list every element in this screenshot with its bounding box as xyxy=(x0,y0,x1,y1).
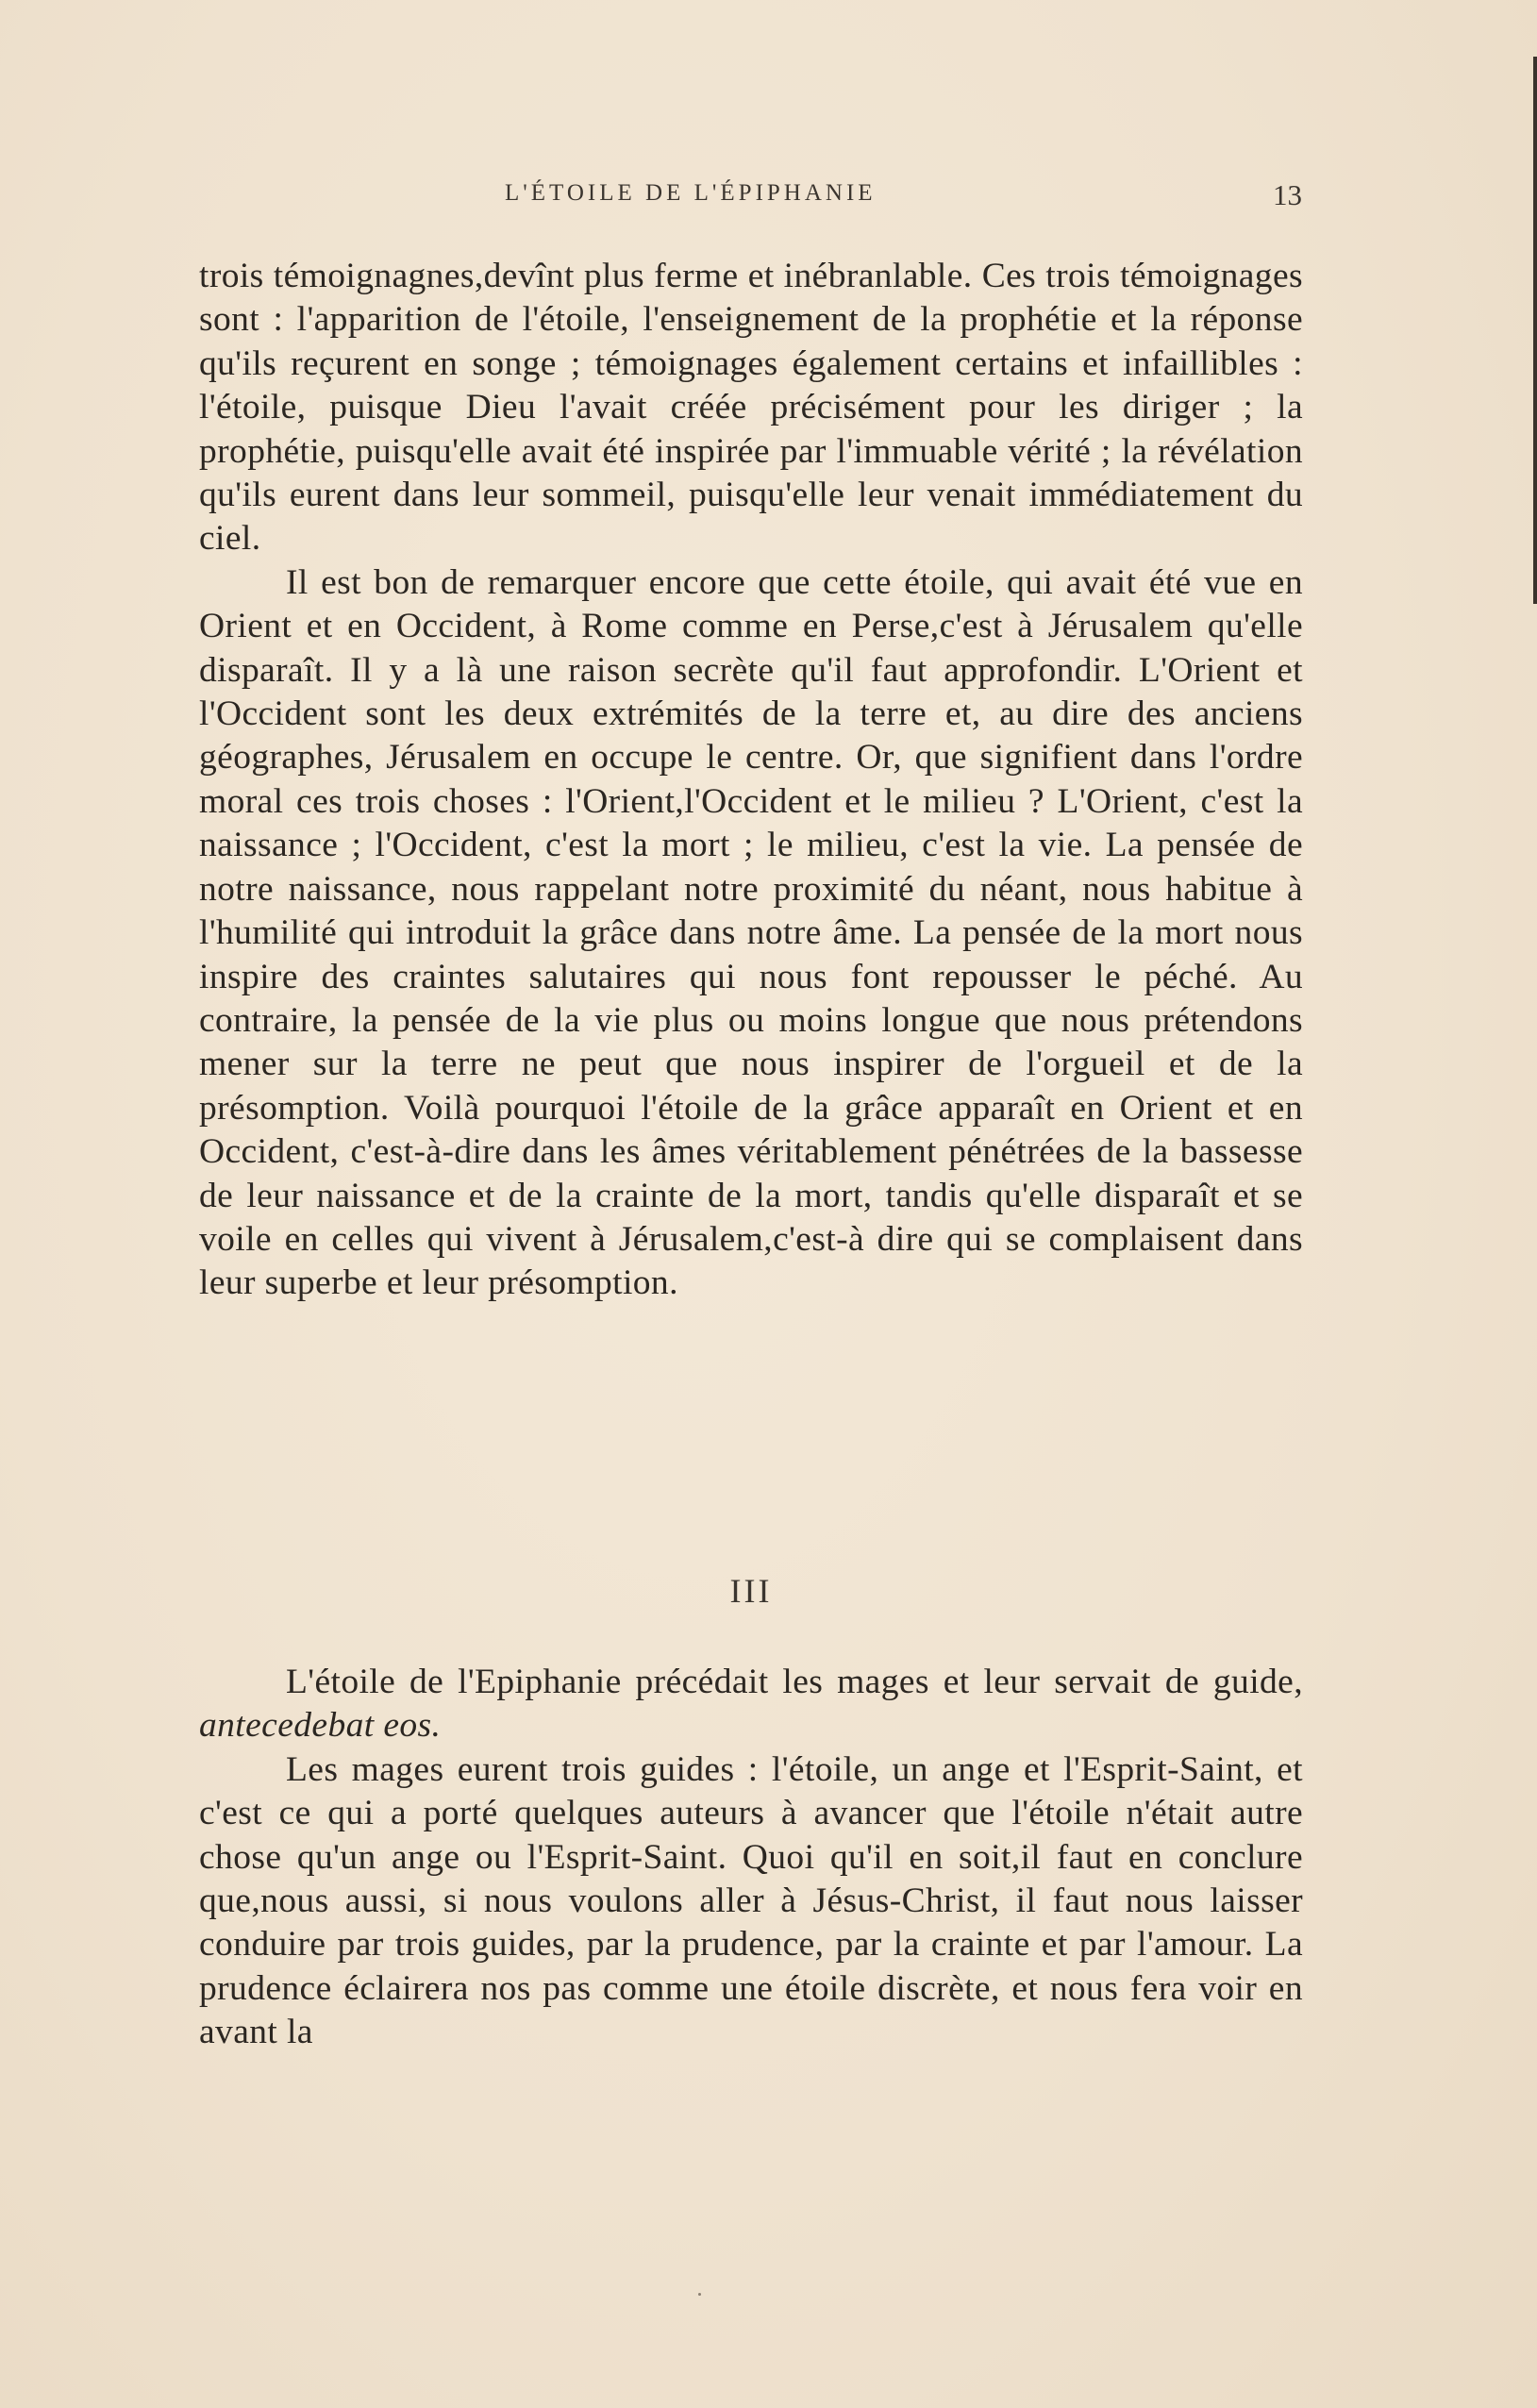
paragraph-2: Il est bon de remarquer encore que cette étoile, qui avait été vue en Orient et en Occident, à Rome comme en Perse,c'est à Jérusalem qu'elle disparaît. Il y a là une raison secrète qu'il faut approfondir. L'Orient et l'Occident sont les deux extrémités de la terre et, au dire des anciens géographes, Jérusalem en occupe le centre. Or, que signifient dans l'ordre moral ces trois choses : l'Orient,l'Occident et le milieu ? L'Orient, c'est la naissance ; l'Occident, c'est la mort ; le milieu, c'est la vie. La pensée de notre naissance, nous rappelant notre proximité du néant, nous habitue à l'humilité qui introduit la grâce dans notre âme. La pensée de la mort nous inspire des craintes salutaires qui nous font repousser le péché. Au contraire, la pensée de la vie plus ou moins longue que nous prétendons mener sur la terre ne peut que nous inspirer de l'orgueil et de la présomption. Voilà pourquoi l'étoile de la grâce apparaît en Orient et en Occident, c'est-à-dire dans les âmes véritablement pénétrées de la bassesse de leur naissance et de la crainte de la mort, tandis qu'elle disparaît et se voile en celles qui vivent à Jérusalem,c'est-à dire qui se complaisent dans leur superbe et leur présomption. xyxy=(199,562,1303,1303)
paragraph-1: trois témoignagnes,devînt plus ferme et inébranlable. Ces trois témoignages sont : l'apparition de l'étoile, l'enseignement de la prophétie et la réponse qu'ils reçurent en songe ; témoignages également certains et infaillibles : l'étoile, puisque Dieu l'avait créée précisément pour les diriger ; la prophétie, puisqu'elle avait été inspirée par l'immuable vérité ; la révélation qu'ils eurent dans leur sommeil, puisqu'elle leur venait immédiatement du ciel. xyxy=(199,257,1303,559)
page-header xyxy=(198,180,1304,218)
section-text xyxy=(199,1661,1303,2055)
main-text xyxy=(199,255,1303,1306)
paragraph-3 xyxy=(199,1661,1303,1748)
latin-quote: antecedebat eos. xyxy=(199,1706,442,1746)
running-title: L'ÉTOILE DE L'ÉPIPHANIE xyxy=(505,180,877,206)
section-heading: III xyxy=(729,1572,773,1610)
paragraph-3-text: L'étoile de l'Epiphanie précédait les mages et leur servait de guide, xyxy=(286,1663,1303,1701)
page-edge-shadow xyxy=(1533,57,1537,604)
paragraph-4: Les mages eurent trois guides : l'étoile, un ange et l'Esprit-Saint, et c'est ce qui a porté quelques auteurs à avancer que l'étoile n'était autre chose qu'un ange ou l'Esprit-Saint. Quoi qu'il en soit,il faut en conclure que,nous aussi, si nous voulons aller à Jésus-Christ, il faut nous laisser conduire par trois guides, par la prudence, par la crainte et par l'amour. La prudence éclairera nos pas comme une étoile discrète, et nous fera voir en avant la xyxy=(199,1749,1303,2052)
page-number: 13 xyxy=(1273,178,1302,211)
paper-speck xyxy=(698,2293,701,2296)
